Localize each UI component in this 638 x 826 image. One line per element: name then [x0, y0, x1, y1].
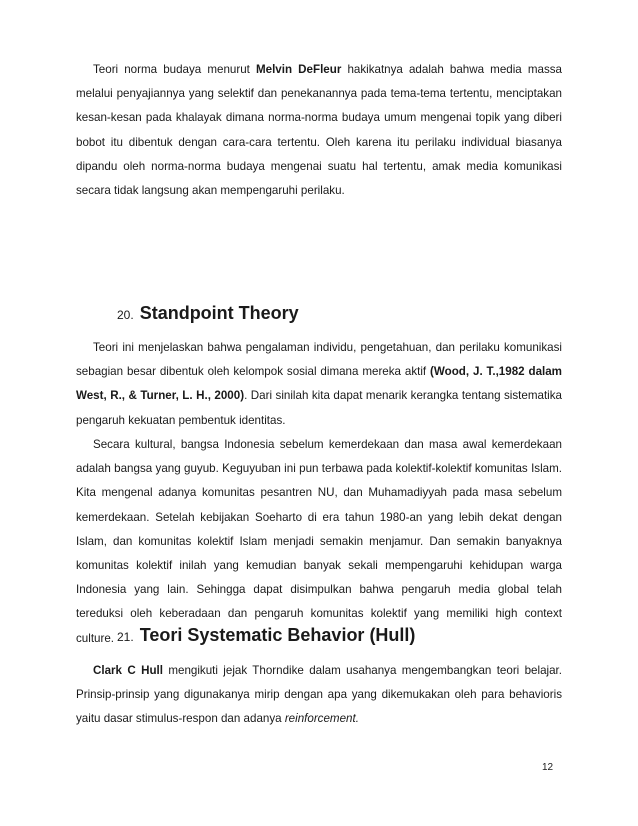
section-title: Standpoint Theory — [139, 303, 299, 323]
author-name: Melvin DeFleur — [255, 63, 342, 76]
section-heading-21 — [117, 625, 415, 646]
paragraph-text: hakikatnya adalah bahwa media massa melalui penyajiannya yang selektif dan penekanannya pada tema-tema tertentu, menciptakan kesan-kesan pada khalayak dimana norma-norma budaya umum mengenai topik yang diberi bobot itu dibentuk dengan cara-cara tertentu. Oleh karena itu perilaku individual biasanya dipandu oleh norma-norma budaya mengenai suatu hal tertentu, amak media komunikasi secara tidak langsung akan mempengaruhi perilaku. — [76, 63, 562, 198]
citation: (Wood, J. T.,1982 dalam West, R., & Turner, L. H., 2000) — [76, 365, 562, 403]
paragraph-text: . Dari sinilah kita dapat menarik kerangka tentang sistematika pengaruh kekuatan pembentuk identitas. — [76, 389, 562, 427]
paragraph-standpoint-intro — [76, 336, 562, 433]
section-heading-20 — [117, 303, 299, 324]
page-number: 12 — [542, 762, 554, 773]
paragraph-text: mengikuti jejak Thorndike dalam usahanya mengembangkan teori belajar. Prinsip-prinsip yang digunakanya mirip dengan apa yang dikemukakan oleh para behavioris yaitu dasar stimulus-respon dan adanya — [76, 664, 562, 726]
paragraph-text: Teori ini menjelaskan bahwa pengalaman individu, pengetahuan, dan perilaku komunikasi sebagian besar dibentuk oleh kelompok sosial dimana mereka aktif — [76, 341, 562, 379]
paragraph-norma-budaya — [76, 58, 562, 203]
paragraph-standpoint-culture — [76, 433, 562, 651]
italic-term: reinforcement. — [284, 712, 359, 726]
section-number: 20. — [117, 308, 134, 322]
paragraph-text: Teori norma budaya menurut — [93, 63, 256, 76]
paragraph-text: Secara kultural, bangsa Indonesia sebelum kemerdekaan dan masa awal kemerdekaan adalah bangsa yang guyub. Keguyuban ini pun terbawa pada kolektif-kolektif komunitas Islam. Kita mengenal adanya komunitas pesantren NU, dan Muhamadiyyah pada masa sebelum kemerdekaan. Setelah kebijakan Soeharto di era tahun 1980-an yang lebih dekat dengan Islam, dan komunitas kolektif Islam menjadi semakin menjamur. Dan semakin banyaknya komunitas kolektif inilah yang kemudian banyak sekali mempengaruhi kehidupan warga Indonesia yang lain. Sehingga dapat disimpulkan bahwa pengaruh media global telah tereduksi oleh keberadaan dan pengaruh komunitas kolektif yang memiliki high context culture. — [76, 438, 562, 645]
section-number: 21. — [117, 630, 134, 644]
section-title: Teori Systematic Behavior (Hull) — [139, 625, 416, 645]
author-name: Clark C Hull — [93, 664, 163, 677]
paragraph-hull — [76, 659, 562, 732]
